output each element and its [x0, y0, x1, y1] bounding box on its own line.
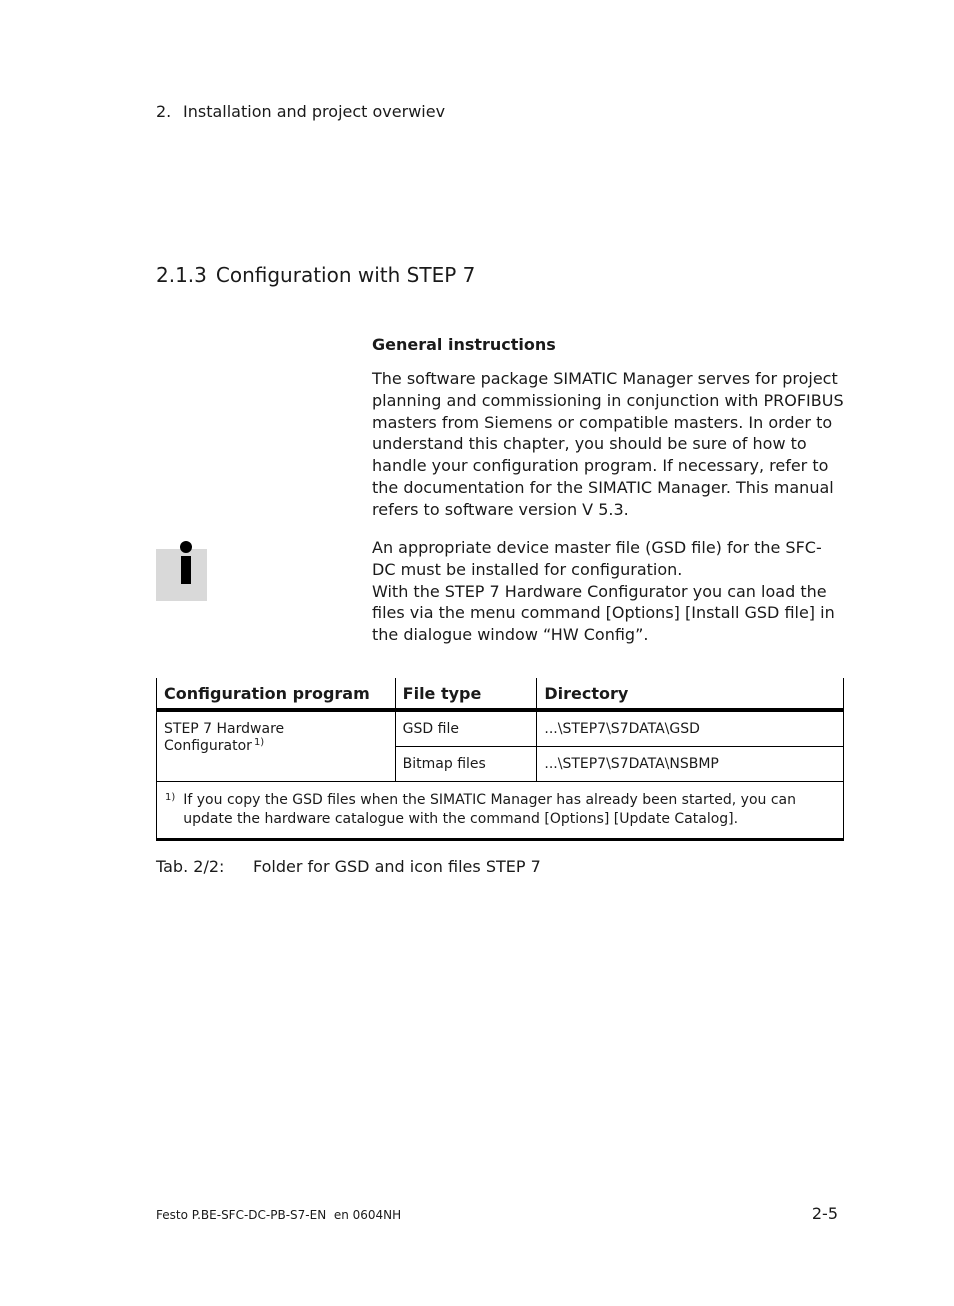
section-number: 2.1.3: [156, 263, 207, 287]
table-header-row: [157, 678, 844, 710]
section-title: [156, 263, 475, 287]
section-title-text: Configuration with STEP 7: [215, 263, 476, 287]
table-row: [157, 710, 844, 747]
directory-cell: ...\STEP7\S7DATA\GSD: [537, 710, 844, 747]
header-file-type: File type: [395, 678, 537, 710]
info-icon-bar: [181, 556, 191, 584]
page-number: 2-5: [811, 1204, 838, 1223]
program-footnote-ref: 1): [253, 737, 265, 748]
caption-text: Folder for GSD and icon files STEP 7: [253, 857, 541, 876]
chapter-number: 2.: [156, 102, 172, 121]
caption-label: Tab. 2/2:: [156, 857, 225, 876]
info-icon-dot: [180, 541, 192, 553]
paragraph-gsd: [372, 537, 844, 646]
program-cell: [157, 710, 396, 782]
subheading: General instructions: [372, 335, 556, 354]
chapter-title: Installation and project overwiev: [183, 102, 446, 121]
info-icon: [156, 549, 207, 601]
directory-cell: ...\STEP7\S7DATA\NSBMP: [537, 747, 844, 782]
file-type-cell: GSD file: [395, 710, 537, 747]
running-header: [156, 102, 445, 121]
config-table: [156, 678, 844, 841]
footnote-mark: 1): [165, 792, 176, 803]
program-name: STEP 7 Hardware Configurator: [164, 721, 285, 754]
paragraph-gsd-line2: With the STEP 7 Hardware Configurator you can load the files via the menu command [Options] [Install GSD file] in the dialogue window “HW Config”.: [372, 581, 835, 645]
file-type-cell: Bitmap files: [395, 747, 537, 782]
paragraph-gsd-line1: An appropriate device master file (GSD file) for the SFC-DC must be installed for configuration.: [372, 538, 822, 579]
header-directory: Directory: [537, 678, 844, 710]
header-config-program: Configuration program: [157, 678, 396, 710]
footnote-text: If you copy the GSD files when the SIMATIC Manager has already been started, you can update the hardware catalogue with the command [Options] [Update Catalog].: [183, 792, 796, 827]
paragraph-general: The software package SIMATIC Manager serves for project planning and commissioning in conjunction with PROFIBUS masters from Siemens or compatible masters. In order to understand this chapter, you should be sure of how to handle your configuration program. If necessary, refer to the documentation for the SIMATIC Manager. This manual refers to software version V 5.3.: [372, 369, 844, 519]
footnote-cell: [157, 782, 844, 840]
footer-doc-id: Festo P.BE-SFC-DC-PB-S7-EN en 0604NH: [156, 1208, 402, 1222]
table-caption: [156, 857, 541, 876]
table-footnote-row: [157, 782, 844, 840]
